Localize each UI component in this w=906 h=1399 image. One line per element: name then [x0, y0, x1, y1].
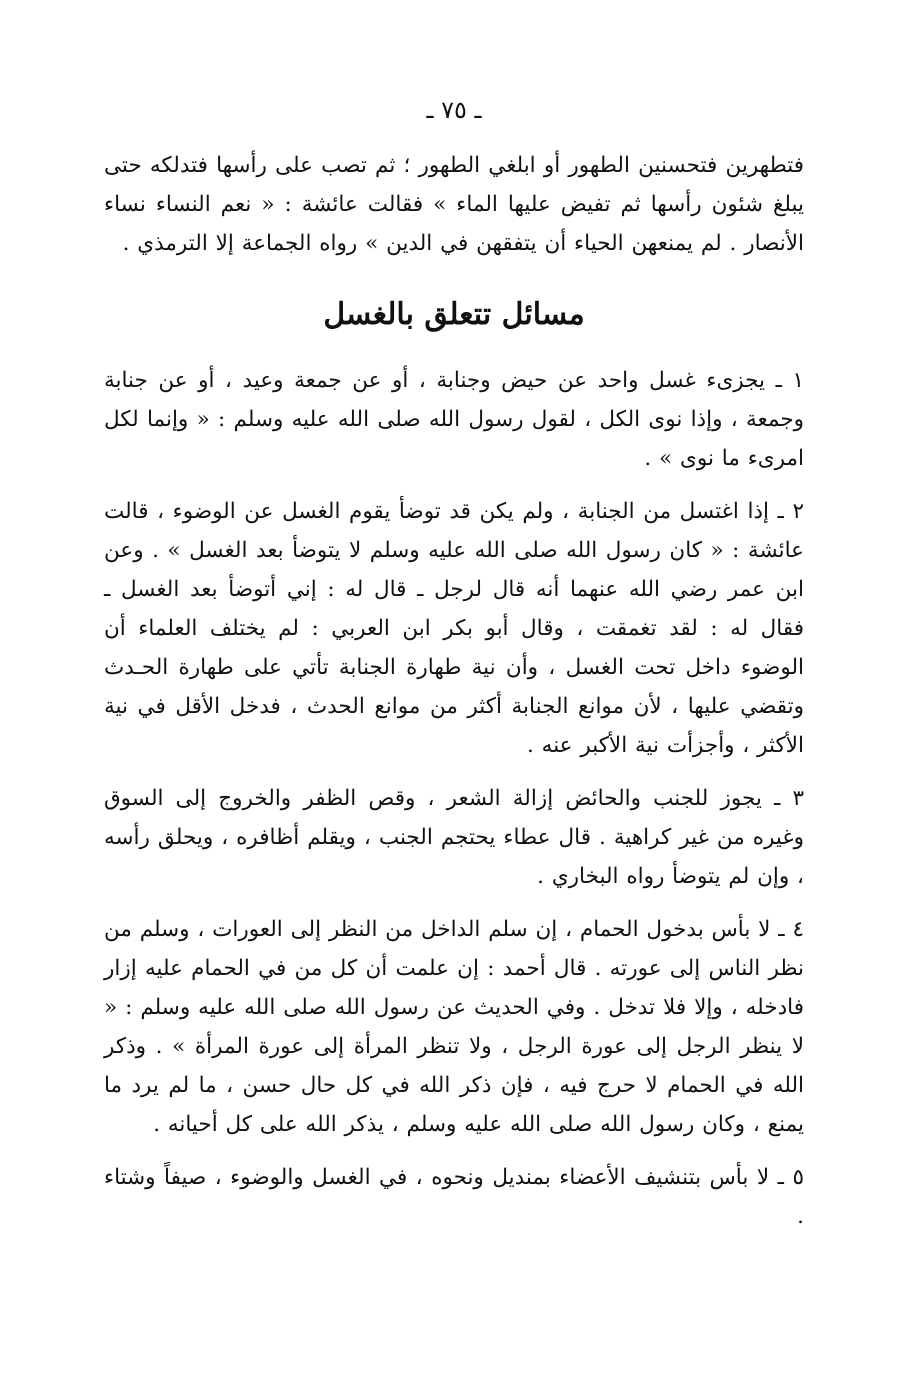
issue-paragraph-3: ٣ ـ يجوز للجنب والحائض إزالة الشعر ، وقص الظفر والخروج إلى السوق وغيره من غير كراهية . قال عطاء يحتجم الجنب ، ويقلم أظافره ، ويحلق رأسه ، وإن لم يتوضأ رواه البخاري . [104, 786, 804, 889]
issue-paragraph-5: ٥ ـ لا بأس بتنشيف الأعضاء بمنديل ونحوه ، في الغسل والوضوء ، صيفاً وشتاء . [104, 1165, 804, 1229]
issue-paragraph-4: ٤ ـ لا بأس بدخول الحمام ، إن سلم الداخل من النظر إلى العورات ، وسلم من نظر الناس إلى عورته . قال أحمد : إن علمت أن كل من في الحمام عليه إزار فادخله ، وإلا فلا تدخل . وفي الحديث عن رسول الله صلى الله عليه وسلم : « لا ينظر الرجل إلى عورة الرجل ، ولا تنظر المرأة إلى عورة المرأة » . وذكر الله في الحمام لا حرج فيه ، فإن ذكر الله في كل حال حسن ، ما لم يرد ما يمنع ، وكان رسول الله صلى الله عليه وسلم ، يذكر الله على كل أحيانه . [104, 917, 804, 1137]
section-heading: مسائل تتعلق بالغسل [323, 297, 585, 332]
issue-paragraph-1: ١ ـ يجزىء غسل واحد عن حيض وجنابة ، أو عن جمعة وعيد ، أو عن جنابة وجمعة ، وإذا نوى الكل ، لقول رسول الله صلى الله عليه وسلم : « وإنما لكل امرىء ما نوى » . [104, 368, 804, 471]
page-number: ـ ٧٥ ـ [426, 96, 482, 124]
issue-paragraph-2: ٢ ـ إذا اغتسل من الجنابة ، ولم يكن قد توضأ يقوم الغسل عن الوضوء ، قالت عائشة : « كان رسول الله صلى الله عليه وسلم لا يتوضأ بعد الغسل » . وعن ابن عمر رضي الله عنهما أنه قال لرجل ـ قال له : إني أتوضأ بعد الغسل ـ فقال له : لقد تغمقت ، وقال أبو بكر ابن العربي : لم يختلف العلماء أن الوضوء داخل تحت الغسل ، وأن نية طهارة الجنابة تأتي على طهارة الحـدث وتقضي عليها ، لأن موانع الجنابة أكثر من موانع الحدث ، فدخل الأقل في نية الأكثر ، وأجزأت نية الأكبر عنه . [104, 499, 804, 758]
intro-paragraph: فتطهرين فتحسنين الطهور أو ابلغي الطهور ؛ ثم تصب على رأسها فتدلكه حتى يبلغ شئون رأسها ثم تفيض عليها الماء » فقالت عائشة : « نعم النساء نساء الأنصار . لم يمنعهن الحياء أن يتفقهن في الدين » رواه الجماعة إلا الترمذي . [104, 153, 804, 256]
document-page [104, 92, 804, 1250]
